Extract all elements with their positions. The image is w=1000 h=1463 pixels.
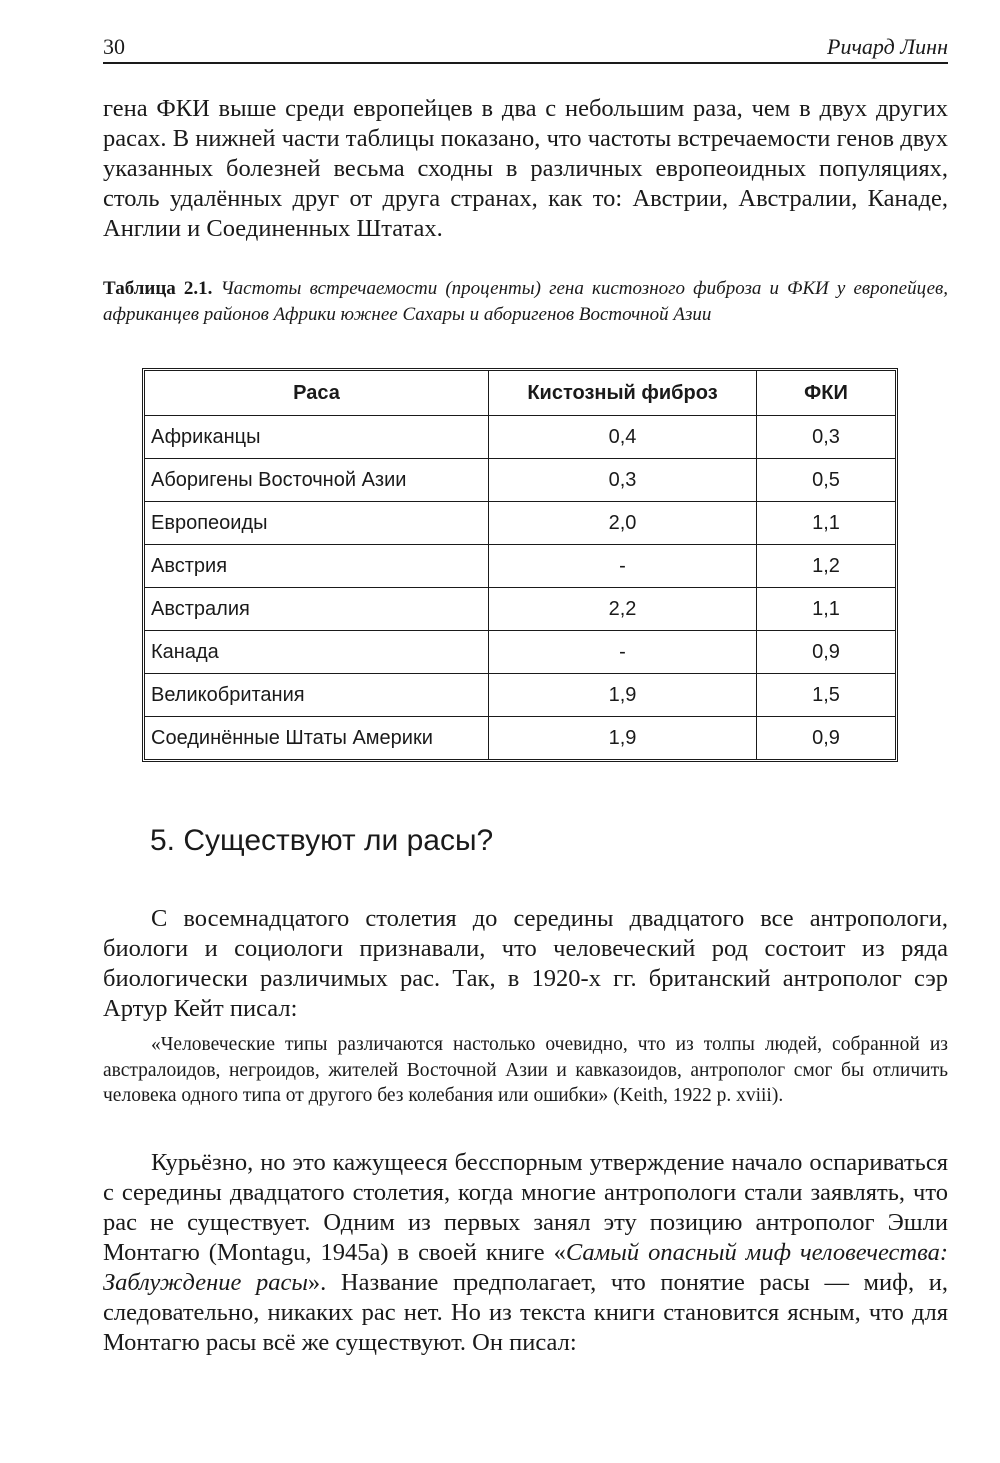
cystic-fibrosis-cell: 0,4 (489, 416, 757, 459)
pku-cell: 0,9 (812, 726, 840, 749)
table-row (145, 459, 895, 502)
table-row (145, 502, 895, 545)
paragraph-history: С восемнадцатого столетия до середины двадцатого все антропологи, биологи и социологи признавали, что человеческий род состоит из ряда биологически различимых рас. Так, в 1920-х гг. британский антрополог сэр Артур Кейт писал: (103, 905, 948, 1022)
section-heading: 5. Существуют ли расы? (150, 824, 494, 857)
running-title: Ричард Линн (827, 34, 948, 59)
race-cell: Австралия (145, 588, 489, 631)
table-row (145, 588, 895, 631)
table-row (145, 674, 895, 717)
paragraph-montagu-end: ». Название предполагает, что понятие расы — миф, и, следовательно, никаких рас нет. Но из текста книги становится ясным, что для Монтагю расы всё же существуют. Он писал: (103, 1269, 948, 1356)
race-cell: Канада (145, 631, 489, 674)
cystic-fibrosis-cell: 1,9 (489, 674, 757, 717)
paragraph-montagu-start: Курьёзно, но это кажущееся бесспорным утверждение начало оспариваться с середины двадцатого столетия, когда многие антропологи стали заявлять, что рас не существует. Одним из первых занял эту позицию антрополог Эшли Монтагю (Montagu, 1945a) в своей книге « (103, 1149, 948, 1266)
cystic-fibrosis-cell: 0,3 (489, 459, 757, 502)
table-row (145, 416, 895, 459)
page-number: 30 (103, 34, 125, 59)
book-title: Самый опасный миф человечества: Заблуждение расы (103, 1239, 948, 1296)
table-caption-label: Таблица 2.1. (103, 278, 213, 299)
race-cell: Аборигены Восточной Азии (145, 459, 489, 502)
column-header-race: Раса (145, 371, 489, 416)
cystic-fibrosis-cell: 1,9 (489, 717, 757, 759)
race-cell: Европеоиды (145, 502, 489, 545)
table-row (145, 717, 895, 759)
race-cell: Великобритания (145, 674, 489, 717)
pku-cell: 1,2 (757, 545, 895, 588)
page-header (103, 32, 948, 64)
table-row (145, 631, 895, 674)
frequency-table (142, 368, 898, 762)
race-cell: Африканцы (145, 416, 489, 459)
pku-cell: 0,5 (757, 459, 895, 502)
cystic-fibrosis-cell: 2,2 (489, 588, 757, 631)
table-row (145, 545, 895, 588)
race-cell: Австрия (145, 545, 489, 588)
cystic-fibrosis-cell: - (489, 631, 757, 674)
table-caption (103, 276, 948, 328)
table-header-row (145, 371, 895, 416)
block-quote: «Человеческие типы различаются настолько очевидно, что из толпы людей, собранной из австралоидов, негроидов, жителей Восточной Азии и кавказоидов, антрополог смог бы отличить человека одного типа от другого без колебания или ошибки» (Keith, 1922 p. xviii). (103, 1034, 948, 1106)
pku-cell: 0,9 (757, 631, 895, 674)
column-header-cystic-fibrosis: Кистозный фиброз (489, 371, 757, 416)
pku-cell: 1,1 (757, 502, 895, 545)
paragraph-montagu (103, 1148, 948, 1358)
cystic-fibrosis-cell: - (489, 545, 757, 588)
paragraph-intro: гена ФКИ выше среди европейцев в два с небольшим раза, чем в двух других расах. В нижней части таблицы показано, что частоты встречаемости генов двух указанных болезней весьма сходны в различных европеоидных популяциях, столь удалённых друг от друга странах, как то: Австрии, Австралии, Канаде, Англии и Соединенных Штатах. (103, 95, 948, 242)
cystic-fibrosis-cell: 2,0 (489, 502, 757, 545)
column-header-pku: ФКИ (757, 371, 895, 416)
pku-cell: 1,5 (757, 674, 895, 717)
table-caption-text: Частоты встречаемости (проценты) гена кистозного фиброза и ФКИ у европейцев, африканцев районов Африки южнее Сахары и аборигенов Восточной Азии (103, 278, 949, 325)
race-cell: Соединённые Штаты Америки (145, 717, 489, 759)
pku-cell: 0,3 (757, 416, 895, 459)
pku-cell: 1,1 (757, 588, 895, 631)
